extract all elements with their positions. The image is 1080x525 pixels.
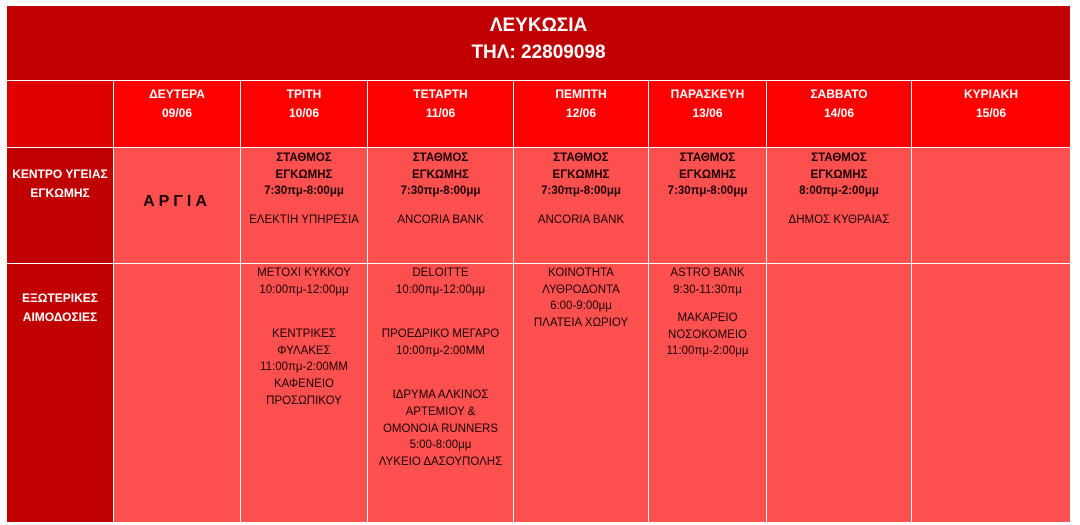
cell-sunday-external bbox=[912, 264, 1071, 523]
session-time: 7:30πμ-8:00μμ bbox=[264, 185, 344, 198]
event-location: ΦΥΛΑΚΕΣ bbox=[277, 344, 331, 357]
station-line: ΣΤΑΘΜΟΣ bbox=[553, 152, 609, 164]
day-date: 12/06 bbox=[565, 106, 597, 120]
day-header-saturday bbox=[767, 81, 912, 148]
event-location: ΚΟΙΝΟΤΗΤΑ bbox=[548, 267, 614, 279]
session-time: 8:00πμ-2:00μμ bbox=[799, 185, 879, 198]
sponsor-name: ΕΛΕΚΤΙΗ ΥΠΗΡΕΣΙΑ bbox=[249, 213, 359, 226]
event-time: 10:00πμ-12:00μμ bbox=[259, 283, 349, 296]
event-location: ΠΡΟΕΔΡΙΚΟ ΜΕΓΑΡΟ bbox=[381, 328, 500, 341]
day-date: 10/06 bbox=[288, 106, 320, 120]
blood-donation-schedule-table bbox=[6, 5, 1071, 523]
station-line: ΕΓΚΩΜΗΣ bbox=[552, 168, 610, 181]
phone-number: ΤΗΛ: 22809098 bbox=[471, 42, 606, 63]
row-label-health-center bbox=[7, 148, 114, 264]
event-location: ΙΔΡΥΜΑ ΑΛΚΙΝΟΣ bbox=[392, 389, 489, 402]
holiday-label: ΑΡΓΙΑ bbox=[143, 193, 211, 210]
event-location: ΛΥΚΕΙΟ ΔΑΣΟΥΠΟΛΗΣ bbox=[378, 455, 503, 468]
session-time: 7:30πμ-8:00μμ bbox=[541, 185, 621, 198]
row-label-line: ΕΓΚΩΜΗΣ bbox=[30, 186, 90, 200]
day-header-wednesday bbox=[368, 81, 514, 148]
day-date: 15/06 bbox=[976, 106, 1007, 120]
event-location: ΚΕΝΤΡΙΚΕΣ bbox=[272, 328, 336, 341]
day-date: 14/06 bbox=[823, 106, 855, 120]
day-date: 11/06 bbox=[425, 106, 456, 120]
row-label-line: ΚΕΝΤΡΟ ΥΓΕΙΑΣ bbox=[12, 167, 108, 181]
day-date: 13/06 bbox=[692, 106, 723, 120]
day-name: ΤΕΤΑΡΤΗ bbox=[413, 87, 468, 101]
day-date: 09/06 bbox=[161, 106, 193, 120]
cell-friday-external bbox=[649, 264, 767, 523]
event-time: 5:00-8:00μμ bbox=[409, 439, 472, 452]
station-line: ΕΓΚΩΜΗΣ bbox=[679, 168, 736, 181]
event-time: 11:00πμ-2:00ΜΜ bbox=[260, 361, 348, 374]
station-line: ΣΤΑΘΜΟΣ bbox=[412, 152, 469, 164]
event-location: ΠΛΑΤΕΙΑ ΧΩΡΙΟΥ bbox=[533, 316, 629, 329]
sponsor-name: ANCORIA BANK bbox=[537, 213, 625, 226]
cell-tuesday-external bbox=[241, 264, 368, 523]
row-label-external bbox=[7, 264, 114, 523]
station-line: ΣΤΑΘΜΟΣ bbox=[276, 152, 332, 164]
event-location: ΠΡΟΣΩΠΙΚΟΥ bbox=[266, 394, 342, 407]
cell-saturday-external bbox=[767, 264, 912, 523]
cell-thursday-external bbox=[514, 264, 649, 523]
event-location: ΜΕΤΟΧΙ ΚΥΚΚΟΥ bbox=[257, 267, 351, 279]
event-location: DELOITTE bbox=[412, 267, 469, 279]
station-line: ΕΓΚΩΜΗΣ bbox=[810, 168, 868, 181]
event-location: ΝΟΣΟΚΟΜΕΙΟ bbox=[668, 328, 747, 341]
event-time: 11:00πμ-2:00μμ bbox=[666, 345, 749, 358]
day-header-row bbox=[7, 81, 1071, 148]
event-location: ASTRO BANK bbox=[670, 267, 745, 279]
event-time: 6:00-9:00μμ bbox=[550, 300, 612, 313]
event-location: ΜΑΚΑΡΕΙΟ bbox=[677, 312, 738, 325]
day-name: ΤΡΙΤΗ bbox=[286, 87, 322, 101]
cell-saturday-health-center bbox=[767, 148, 912, 264]
city-title: ΛΕΥΚΩΣΙΑ bbox=[489, 15, 588, 36]
day-header-thursday bbox=[514, 81, 649, 148]
day-name: ΚΥΡΙΑΚΗ bbox=[964, 87, 1019, 101]
day-name: ΔΕΥΤΕΡΑ bbox=[149, 87, 205, 101]
header-corner bbox=[7, 81, 114, 148]
day-name: ΣΑΒΒΑΤΟ bbox=[810, 87, 868, 101]
row-label-line: ΑΙΜΟΔΟΣΙΕΣ bbox=[22, 310, 98, 324]
station-line: ΕΓΚΩΜΗΣ bbox=[275, 168, 333, 181]
day-header-sunday bbox=[912, 81, 1071, 148]
station-line: ΣΤΑΘΜΟΣ bbox=[679, 152, 736, 164]
event-location: OMONOIA RUNNERS bbox=[382, 422, 498, 435]
health-center-row bbox=[7, 148, 1071, 264]
row-label-line: ΕΞΩΤΕΡΙΚΕΣ bbox=[22, 291, 98, 305]
title-banner bbox=[7, 6, 1071, 81]
cell-monday-health-center bbox=[114, 148, 241, 264]
cell-friday-health-center bbox=[649, 148, 767, 264]
station-line: ΕΓΚΩΜΗΣ bbox=[412, 168, 469, 181]
sponsor-name: ΔΗΜΟΣ ΚΥΘΡΑΙΑΣ bbox=[788, 213, 890, 226]
day-header-friday bbox=[649, 81, 767, 148]
station-line: ΣΤΑΘΜΟΣ bbox=[811, 152, 867, 164]
day-header-tuesday bbox=[241, 81, 368, 148]
day-name: ΠΕΜΠΤΗ bbox=[555, 87, 607, 101]
event-location: ΚΑΦΕΝΕΙΟ bbox=[274, 377, 334, 390]
cell-thursday-health-center bbox=[514, 148, 649, 264]
event-time: 9:30-11:30πμ bbox=[673, 283, 742, 296]
day-header-monday bbox=[114, 81, 241, 148]
event-location: ΛΥΘΡΟΔΟΝΤΑ bbox=[542, 283, 620, 296]
cell-wednesday-external bbox=[368, 264, 514, 523]
cell-monday-external bbox=[114, 264, 241, 523]
cell-sunday-health-center bbox=[912, 148, 1071, 264]
event-location: ΑΡΤΕΜΙΟΥ & bbox=[405, 405, 476, 418]
session-time: 7:30πμ-8:00μμ bbox=[667, 185, 748, 198]
external-donations-row bbox=[7, 264, 1071, 523]
event-time: 10:00πμ-12:00μμ bbox=[395, 283, 486, 296]
session-time: 7:30πμ-8:00μμ bbox=[400, 185, 481, 198]
sponsor-name: ANCORIA BANK bbox=[397, 213, 484, 226]
cell-tuesday-health-center bbox=[241, 148, 368, 264]
cell-wednesday-health-center bbox=[368, 148, 514, 264]
day-name: ΠΑΡΑΣΚΕΥΗ bbox=[670, 87, 745, 101]
event-time: 10:00πμ-2:00ΜΜ bbox=[396, 344, 485, 357]
